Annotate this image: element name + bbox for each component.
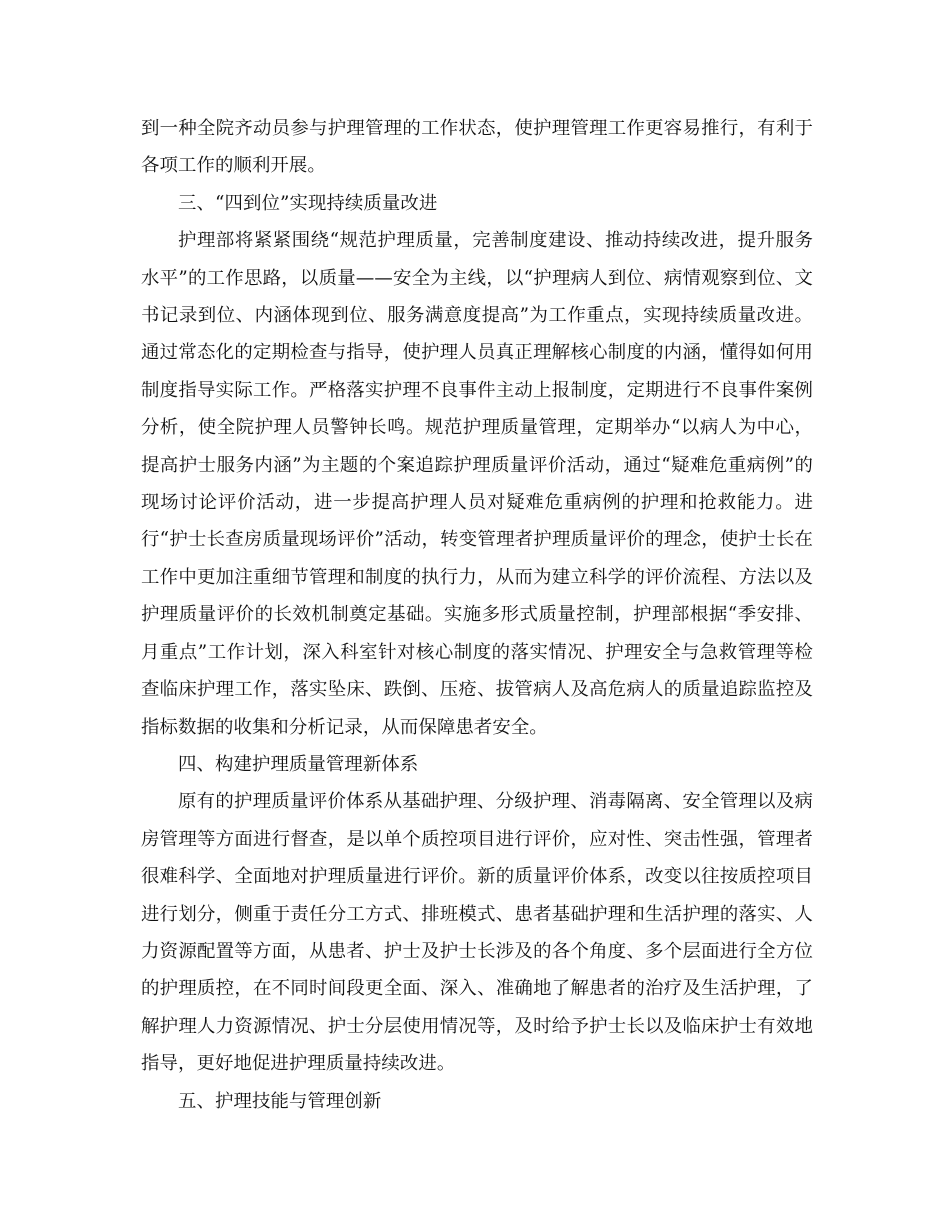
paragraph-continuation: 到一种全院齐动员参与护理管理的工作状态，使护理管理工作更容易推行，有利于各项工作的顺利开展。 (141, 118, 813, 177)
section-heading-3: 三、“四到位”实现持续质量改进 (178, 192, 438, 214)
section-heading-5: 五、护理技能与管理创新 (178, 1090, 382, 1112)
paragraph-section-4: 原有的护理质量评价体系从基础护理、分级护理、消毒隔离、安全管理以及病房管理等方面进行督查，是以单个质控项目进行评价，应对性、突击性强，管理者很难科学、全面地对护理质量进行评价。新的质量评价体系，改变以往按质控项目进行划分，侧重于责任分工方式、排班模式、患者基础护理和生活护理的落实、人力资源配置等方面，从患者、护士及护士长涉及的各个角度、多个层面进行全方位的护理质控，在不同时间段更全面、深入、准确地了解患者的治疗及生活护理，了解护理人力资源情况、护士分层使用情况等，及时给予护士长以及临床护士有效地指导，更好地促进护理质量持续改进。 (141, 791, 813, 1075)
section-heading-4: 四、构建护理质量管理新体系 (178, 753, 419, 775)
paragraph-section-3: 护理部将紧紧围绕“规范护理质量，完善制度建设、推动持续改进，提升服务水平”的工作思路，以质量——安全为主线，以“护理病人到位、病情观察到位、文书记录到位、内涵体现到位、服务满意度提高”为工作重点，实现持续质量改进。通过常态化的定期检查与指导，使护理人员真正理解核心制度的内涵，懂得如何用制度指导实际工作。严格落实护理不良事件主动上报制度，定期进行不良事件案例分析，使全院护理人员警钟长鸣。规范护理质量管理，定期举办“以病人为中心，提高护士服务内涵”为主题的个案追踪护理质量评价活动，通过“疑难危重病例”的现场讨论评价活动，进一步提高护理人员对疑难危重病例的护理和抢救能力。进行“护士长查房质量现场评价”活动，转变管理者护理质量评价的理念，使护士长在工作中更加注重细节管理和制度的执行力，从而为建立科学的评价流程、方法以及护理质量评价的长效机制奠定基础。实施多形式质量控制，护理部根据“季安排、月重点”工作计划，深入科室针对核心制度的落实情况、护理安全与急救管理等检查临床护理工作，落实坠床、跌倒、压疮、拔管病人及高危病人的质量追踪监控及指标数据的收集和分析记录，从而保障患者安全。 (141, 230, 813, 738)
document-body (141, 110, 813, 1120)
